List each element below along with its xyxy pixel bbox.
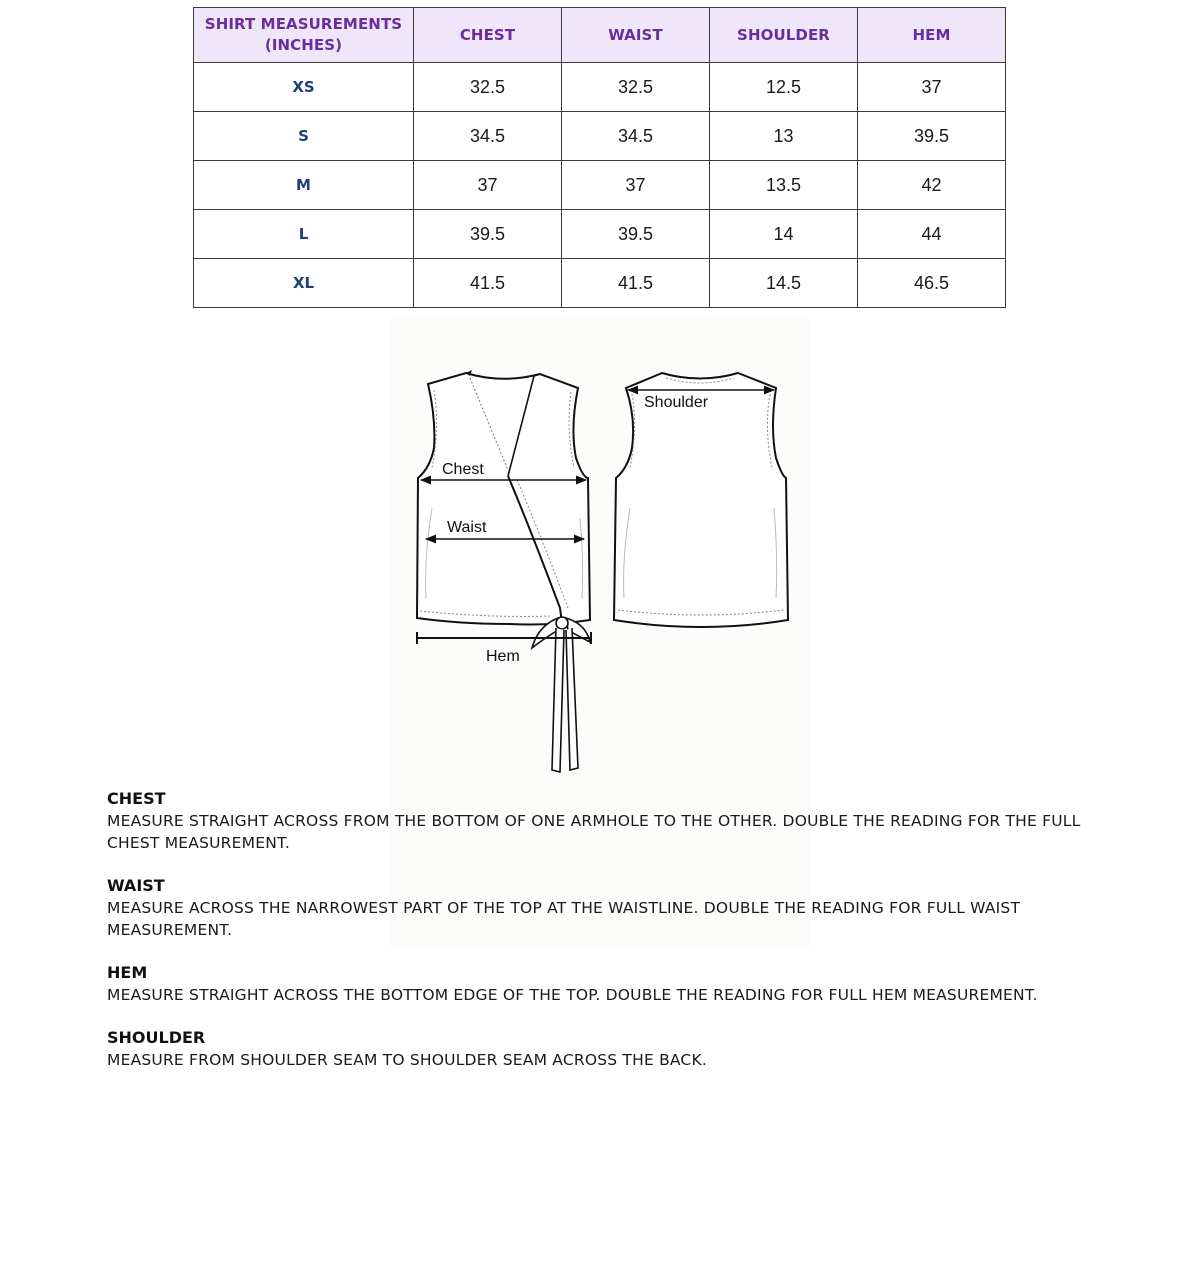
instruction-title: HEM (107, 963, 148, 982)
front-view (417, 370, 591, 772)
table-header-row (194, 8, 1006, 63)
instruction-hem (107, 962, 1107, 1006)
header-shoulder: SHOULDER (710, 8, 858, 63)
back-view (614, 373, 788, 627)
instruction-waist (107, 875, 1107, 941)
table-row (194, 259, 1006, 308)
shoulder-cell: 14 (710, 210, 858, 259)
waist-cell: 32.5 (562, 63, 710, 112)
chest-cell: 37 (414, 161, 562, 210)
instruction-chest (107, 788, 1107, 854)
chest-cell: 32.5 (414, 63, 562, 112)
table-row (194, 161, 1006, 210)
size-cell: S (194, 112, 414, 161)
waist-cell: 41.5 (562, 259, 710, 308)
chest-cell: 39.5 (414, 210, 562, 259)
instruction-text: MEASURE STRAIGHT ACROSS THE BOTTOM EDGE OF THE TOP. DOUBLE THE READING FOR FULL HEM MEASUREMENT. (107, 986, 1038, 1004)
shoulder-cell: 12.5 (710, 63, 858, 112)
header-chest: CHEST (414, 8, 562, 63)
hem-cell: 46.5 (858, 259, 1006, 308)
instruction-title: SHOULDER (107, 1028, 206, 1047)
hem-cell: 37 (858, 63, 1006, 112)
hem-cell: 42 (858, 161, 1006, 210)
table-row (194, 210, 1006, 259)
instruction-text: MEASURE STRAIGHT ACROSS FROM THE BOTTOM OF ONE ARMHOLE TO THE OTHER. DOUBLE THE READING FOR THE FULL CHEST MEASUREMENT. (107, 812, 1081, 852)
header-hem: HEM (858, 8, 1006, 63)
chest-cell: 34.5 (414, 112, 562, 161)
chest-label: Chest (442, 461, 484, 478)
waist-cell: 34.5 (562, 112, 710, 161)
instruction-text: MEASURE FROM SHOULDER SEAM TO SHOULDER SEAM ACROSS THE BACK. (107, 1051, 707, 1069)
instruction-shoulder (107, 1027, 1107, 1071)
shoulder-label: Shoulder (644, 394, 709, 411)
hem-cell: 44 (858, 210, 1006, 259)
header-waist: WAIST (562, 8, 710, 63)
table-row (194, 112, 1006, 161)
measurement-instructions (107, 788, 1107, 1092)
size-cell: XS (194, 63, 414, 112)
table-row (194, 63, 1006, 112)
waist-cell: 37 (562, 161, 710, 210)
chest-cell: 41.5 (414, 259, 562, 308)
instruction-title: WAIST (107, 876, 165, 895)
instruction-text: MEASURE ACROSS THE NARROWEST PART OF THE TOP AT THE WAISTLINE. DOUBLE THE READING FOR FULL WAIST MEASUREMENT. (107, 899, 1021, 939)
header-shirt-measurements (194, 8, 414, 63)
instruction-title: CHEST (107, 789, 166, 808)
hem-cell: 39.5 (858, 112, 1006, 161)
hem-label: Hem (486, 648, 520, 665)
waist-label: Waist (447, 519, 487, 536)
size-cell: M (194, 161, 414, 210)
waist-cell: 39.5 (562, 210, 710, 259)
shoulder-cell: 14.5 (710, 259, 858, 308)
header-line-2: (INCHES) (264, 36, 343, 54)
size-chart-table (193, 7, 1006, 308)
size-cell: L (194, 210, 414, 259)
size-cell: XL (194, 259, 414, 308)
header-line-1: SHIRT MEASUREMENTS (204, 15, 403, 33)
shoulder-cell: 13 (710, 112, 858, 161)
shoulder-cell: 13.5 (710, 161, 858, 210)
